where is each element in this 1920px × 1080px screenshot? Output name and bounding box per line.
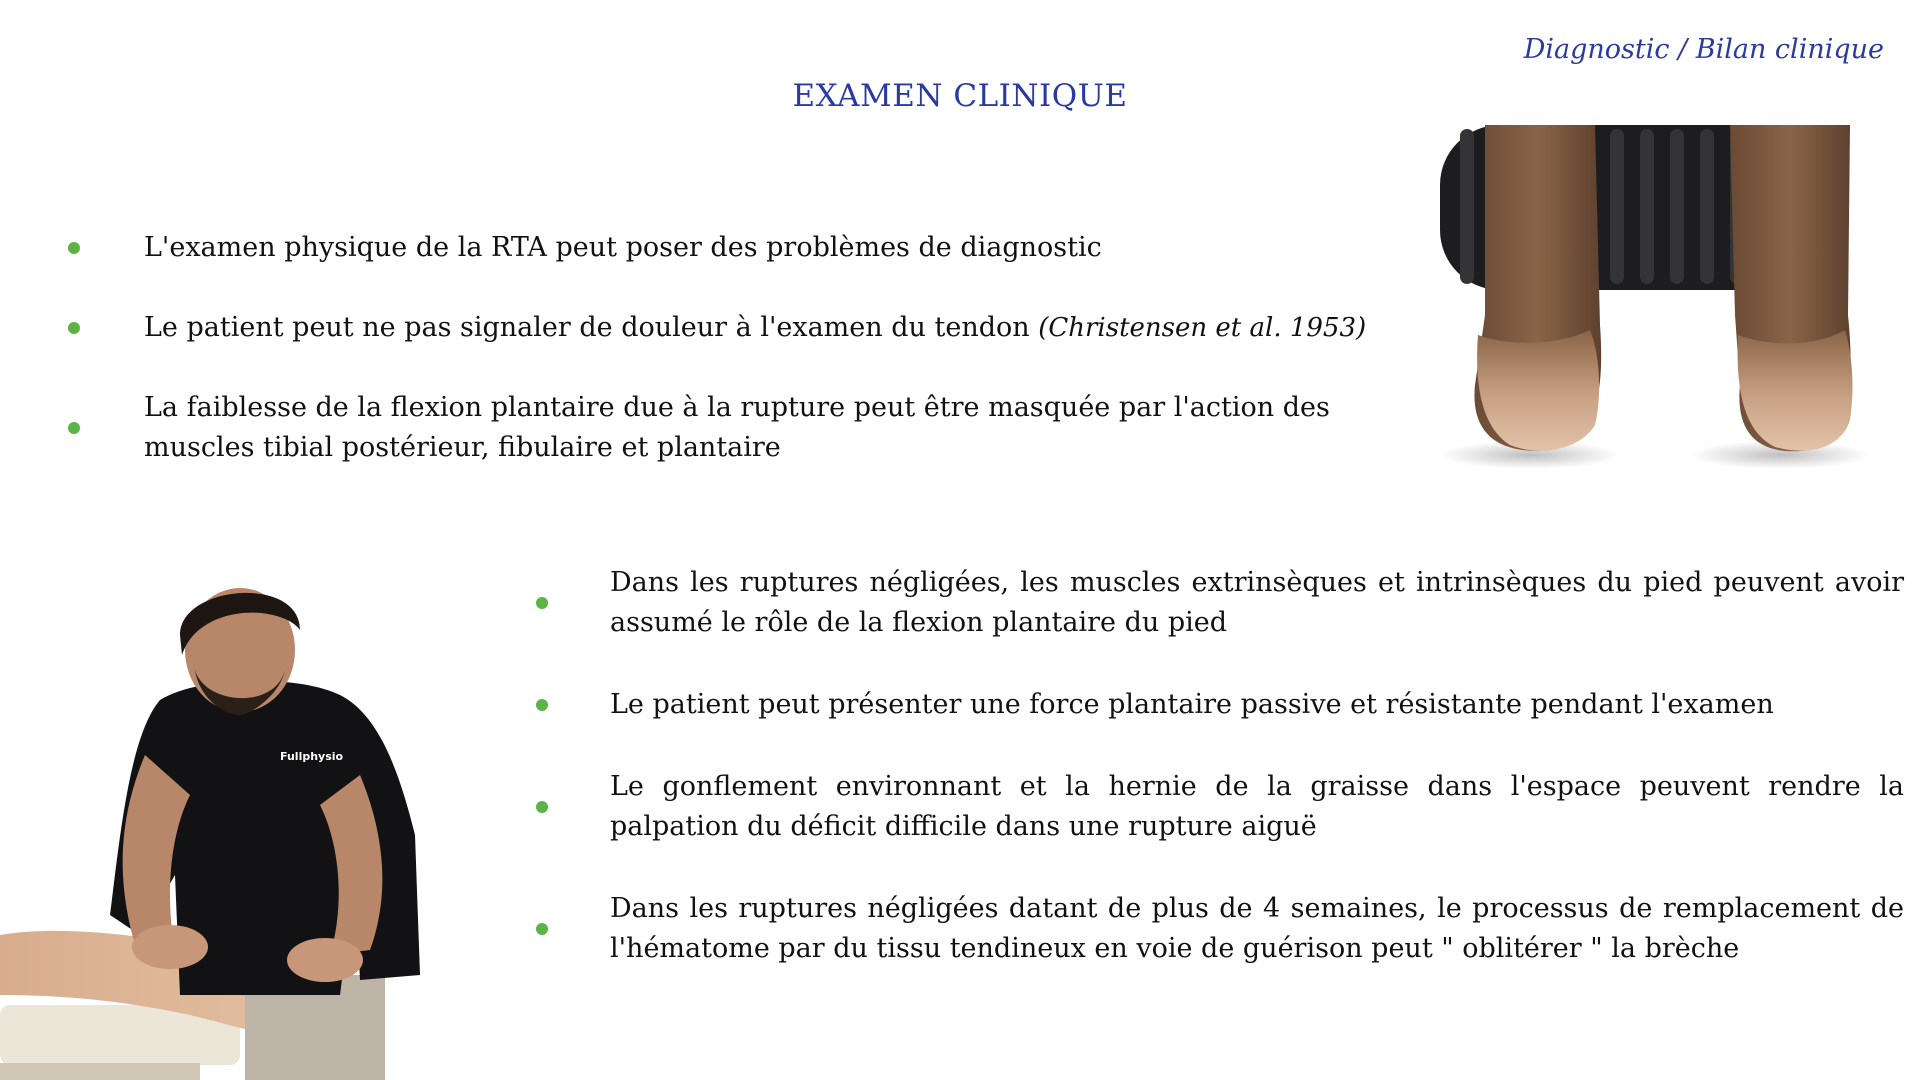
therapist-photo — [0, 575, 440, 1080]
bullet-dot-icon — [68, 322, 80, 334]
bullet-text: Le gonflement environnant et la hernie de la graisse dans l'espace peuvent rendre la palpation du déficit difficile dans une rupture aiguë — [610, 771, 1904, 842]
bullet-dot-icon — [536, 699, 548, 711]
bullet-dot-icon — [536, 597, 548, 609]
bottom-bullet-list — [534, 563, 1904, 969]
feet-photo — [1430, 125, 1890, 470]
bullet-text: L'examen physique de la RTA peut poser des problèmes de diagnostic — [144, 232, 1102, 263]
list-item — [66, 308, 1406, 348]
citation: (Christensen et al. 1953) — [1038, 313, 1367, 343]
list-item — [66, 388, 1406, 468]
shirt-logo: Fullphysio — [280, 750, 344, 763]
bullet-dot-icon — [536, 923, 548, 935]
bullet-text: Le patient peut ne pas signaler de douleur à l'examen du tendon — [144, 312, 1039, 343]
bullet-text: Le patient peut présenter une force plantaire passive et résistante pendant l'examen — [610, 689, 1774, 720]
list-item — [66, 228, 1406, 268]
section-label: Diagnostic / Bilan clinique — [1523, 34, 1884, 65]
list-item — [534, 767, 1904, 847]
list-item — [534, 889, 1904, 969]
list-item — [534, 563, 1904, 643]
top-bullet-list — [66, 228, 1406, 468]
bullet-dot-icon — [68, 422, 80, 434]
bullet-dot-icon — [68, 242, 80, 254]
bullet-text: Dans les ruptures négligées datant de plus de 4 semaines, le processus de remplacement de l'hématome par du tissu tendineux en voie de guérison peut " oblitérer " la brèche — [610, 893, 1904, 964]
list-item — [534, 685, 1904, 725]
bullet-dot-icon — [536, 801, 548, 813]
bullet-text: La faiblesse de la flexion plantaire due à la rupture peut être masquée par l'action des muscles tibial postérieur, fibulaire et plantaire — [144, 392, 1330, 463]
bullet-text: Dans les ruptures négligées, les muscles extrinsèques et intrinsèques du pied peuvent avoir assumé le rôle de la flexion plantaire du pied — [610, 567, 1904, 638]
page-title: EXAMEN CLINIQUE — [792, 78, 1128, 114]
